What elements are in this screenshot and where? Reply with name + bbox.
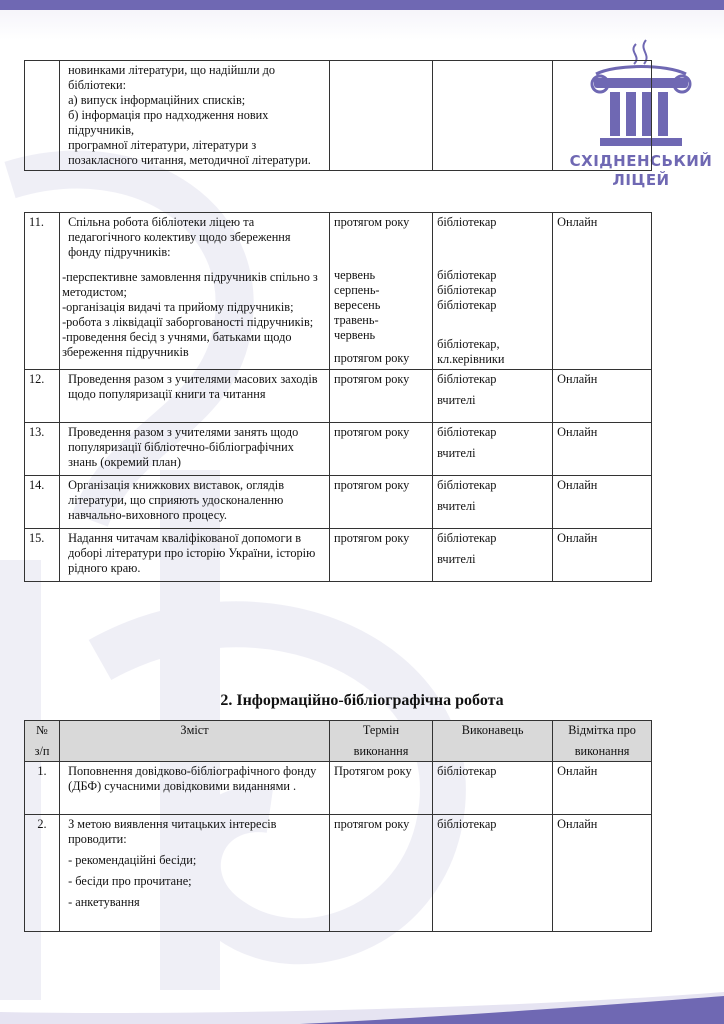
row-executor <box>433 529 553 582</box>
term-sub: протягом року <box>333 351 410 365</box>
row-content <box>60 815 330 932</box>
row-mark: Онлайн <box>553 529 652 582</box>
content-sub: - рекомендаційні бесіди; <box>68 853 197 867</box>
row-number: 11. <box>25 213 60 370</box>
row-number: 14. <box>25 476 60 529</box>
row-content: Проведення разом з учителями масових заходів щодо популяризації книги та читання <box>60 370 330 423</box>
row-term <box>329 213 432 370</box>
row-content <box>60 213 330 370</box>
row-executor <box>433 213 553 370</box>
row-executor <box>433 423 553 476</box>
content-sub: - бесіди про прочитане; <box>68 874 192 888</box>
term-sub: серпень- <box>333 283 380 297</box>
table-row <box>25 529 652 582</box>
bibliographic-table <box>24 720 652 932</box>
row-mark: Онлайн <box>553 476 652 529</box>
row-content <box>60 61 330 171</box>
exec-main: бібліотекар <box>437 215 497 229</box>
row-executor: бібліотекар <box>433 762 553 815</box>
row-term: протягом року <box>329 476 432 529</box>
row-content: Проведення разом з учителями занять щодо популяризації бібліотечно-бібліографічних знань (окремий план) <box>60 423 330 476</box>
row-executor <box>433 476 553 529</box>
content-sub: -робота з ліквідації заборгованості підручників; <box>62 315 314 329</box>
content-line: б) інформація про надходження нових підручників, <box>68 108 269 137</box>
section-heading: 2. Інформаційно-бібліографічна робота <box>220 692 504 709</box>
header-mark-line1: Відмітка про <box>568 723 636 737</box>
row-term: протягом року <box>329 529 432 582</box>
row-number: 12. <box>25 370 60 423</box>
header-term-line1: Термін <box>362 723 400 737</box>
row-executor <box>433 370 553 423</box>
exec-sub: бібліотекар <box>437 283 497 297</box>
content-line: програмної літератури, літератури з позакласного читання, методичної літератури. <box>68 138 311 167</box>
row-mark: Онлайн <box>553 213 652 370</box>
content-main: З метою виявлення читацьких інтересів проводити: <box>68 817 277 846</box>
table-row <box>25 423 652 476</box>
row-number: 2. <box>25 815 60 932</box>
exec-line: вчителі <box>437 393 476 407</box>
header-mark <box>553 721 652 762</box>
exec-line: вчителі <box>437 552 476 566</box>
row-mark: Онлайн <box>553 370 652 423</box>
row-content: Надання читачам кваліфікованої допомоги в доборі літератури про історію України, історію рідного краю. <box>60 529 330 582</box>
header-term <box>329 721 432 762</box>
term-sub: червень <box>333 328 376 342</box>
row-term: протягом року <box>329 370 432 423</box>
exec-line: бібліотекар <box>437 372 497 386</box>
content-sub: -перспективне замовлення підручників спільно з методистом; <box>62 270 318 299</box>
row-mark: Онлайн <box>553 423 652 476</box>
exec-line: вчителі <box>437 499 476 513</box>
term-sub: червень <box>333 268 376 282</box>
exec-line: вчителі <box>437 446 476 460</box>
table-row <box>25 213 652 370</box>
term-sub: вересень <box>333 298 381 312</box>
continuation-table <box>24 60 652 171</box>
exec-line: бібліотекар <box>437 531 497 545</box>
table-row <box>25 370 652 423</box>
row-number <box>25 61 60 171</box>
row-mark: Онлайн <box>553 815 652 932</box>
row-mark: Онлайн <box>553 762 652 815</box>
logo-text-line2: ЛІЦЕЙ <box>612 171 670 189</box>
header-content: Зміст <box>60 721 330 762</box>
exec-sub: кл.керівники <box>437 352 505 366</box>
exec-line: бібліотекар <box>437 478 497 492</box>
exec-sub: бібліотекар <box>437 298 497 312</box>
row-number: 1. <box>25 762 60 815</box>
table-row <box>25 815 652 932</box>
table-row <box>25 762 652 815</box>
table-row <box>25 476 652 529</box>
header-number-line1: № <box>36 723 48 737</box>
row-term: протягом року <box>329 423 432 476</box>
row-term: протягом року <box>329 815 432 932</box>
header-term-line2: виконання <box>353 744 409 758</box>
logo-text-line1: СХІДНЕНСЬКИЙ <box>569 152 713 170</box>
footer-band <box>0 990 724 1024</box>
row-term <box>329 61 432 171</box>
content-line: а) випуск інформаційних списків; <box>68 93 246 107</box>
row-term: Протягом року <box>329 762 432 815</box>
exec-sub: бібліотекар <box>437 268 497 282</box>
table-header-row <box>25 721 652 762</box>
row-number: 15. <box>25 529 60 582</box>
content-main: Спільна робота бібліотеки ліцею та педагогічного колективу щодо збереження фонду підручників: <box>68 215 291 259</box>
row-number: 13. <box>25 423 60 476</box>
row-content: Організація книжкових виставок, оглядів літератури, що сприяють удосконаленню навчально-виховного процесу. <box>60 476 330 529</box>
row-content: Поповнення довідково-бібліографічного фонду (ДБФ) сучасними довідковими виданнями . <box>60 762 330 815</box>
content-line: новинками літератури, що надійшли до бібліотеки: <box>68 63 276 92</box>
term-sub: травень- <box>333 313 379 327</box>
table-row <box>25 61 652 171</box>
term-main: протягом року <box>333 215 410 229</box>
exec-sub: бібліотекар, <box>437 337 500 351</box>
activities-table <box>24 212 652 582</box>
header-mark-line2: виконання <box>574 744 630 758</box>
content-sub: -проведення бесід з учнями, батьками щодо збереження підручників <box>62 330 292 359</box>
header-number-line2: з/п <box>34 744 50 758</box>
row-mark <box>553 61 652 171</box>
row-executor <box>433 61 553 171</box>
row-executor: бібліотекар <box>433 815 553 932</box>
content-sub: - анкетування <box>68 895 140 909</box>
header-executor: Виконавець <box>433 721 553 762</box>
exec-line: бібліотекар <box>437 425 497 439</box>
content-sub: -організація видачі та прийому підручників; <box>62 300 294 314</box>
header-number <box>25 721 60 762</box>
